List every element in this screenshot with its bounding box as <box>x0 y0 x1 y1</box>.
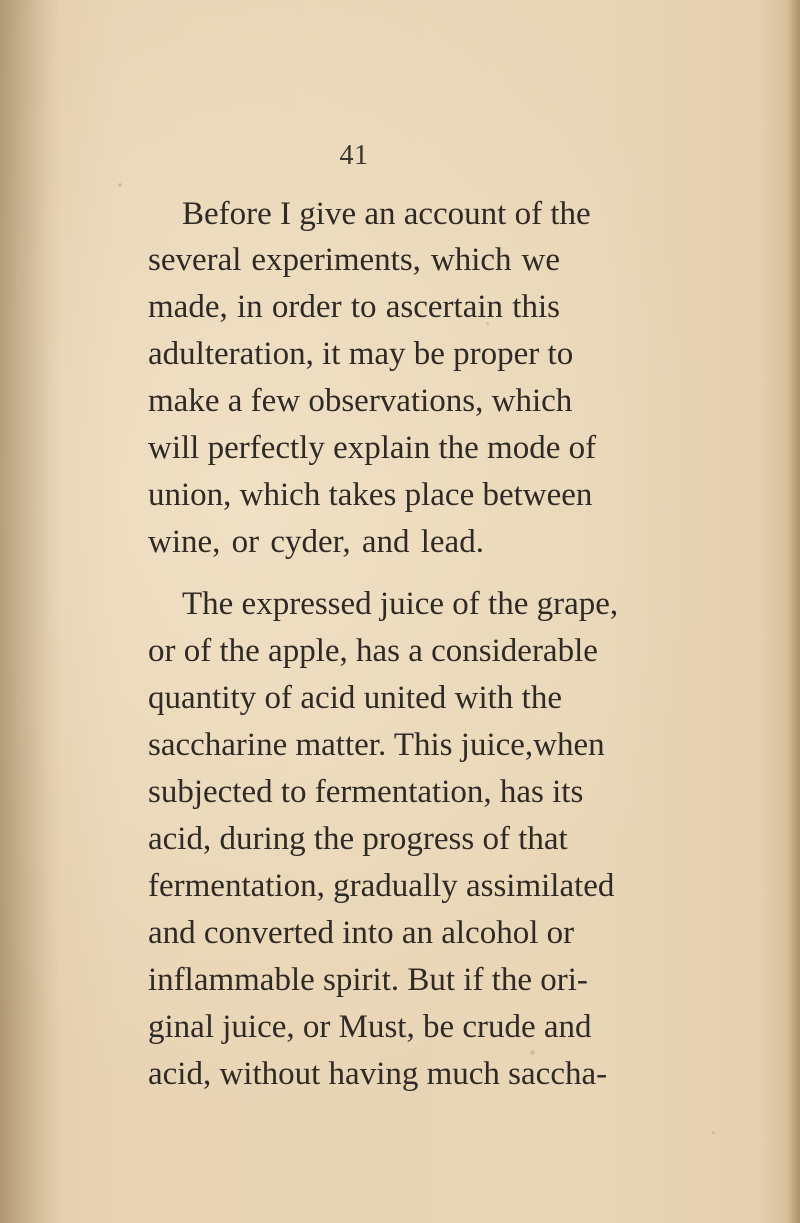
text-line: acid, during the progress of that <box>148 821 568 857</box>
text-line: made, in order to ascertain this <box>148 289 560 325</box>
text-line: wine, or cyder, and lead. <box>148 524 484 560</box>
text-line: union, which takes place between <box>148 477 593 513</box>
text-line: Before I give an account of the <box>182 196 591 232</box>
text-line: or of the apple, has a considerable <box>148 633 598 669</box>
text-line: and converted into an alcohol or <box>148 915 575 951</box>
text-line: subjected to fermentation, has its <box>148 774 584 810</box>
text-line: several experiments, which we <box>148 242 560 278</box>
text-line: quantity of acid united with the <box>148 680 562 716</box>
text-line: fermentation, gradually assimilated <box>148 868 615 904</box>
text-line: make a few observations, which <box>148 383 573 419</box>
page-number: 41 <box>339 140 369 171</box>
text-line: ginal juice, or Must, be crude and <box>148 1009 592 1045</box>
text-line: saccharine matter. This juice,when <box>148 727 605 763</box>
text-line: inflammable spirit. But if the ori- <box>148 962 588 998</box>
text-line: acid, without having much saccha- <box>148 1056 608 1092</box>
text-line: adulteration, it may be proper to <box>148 336 574 372</box>
text-line: The expressed juice of the grape, <box>182 586 619 622</box>
text-line: will perfectly explain the mode of <box>148 430 597 466</box>
